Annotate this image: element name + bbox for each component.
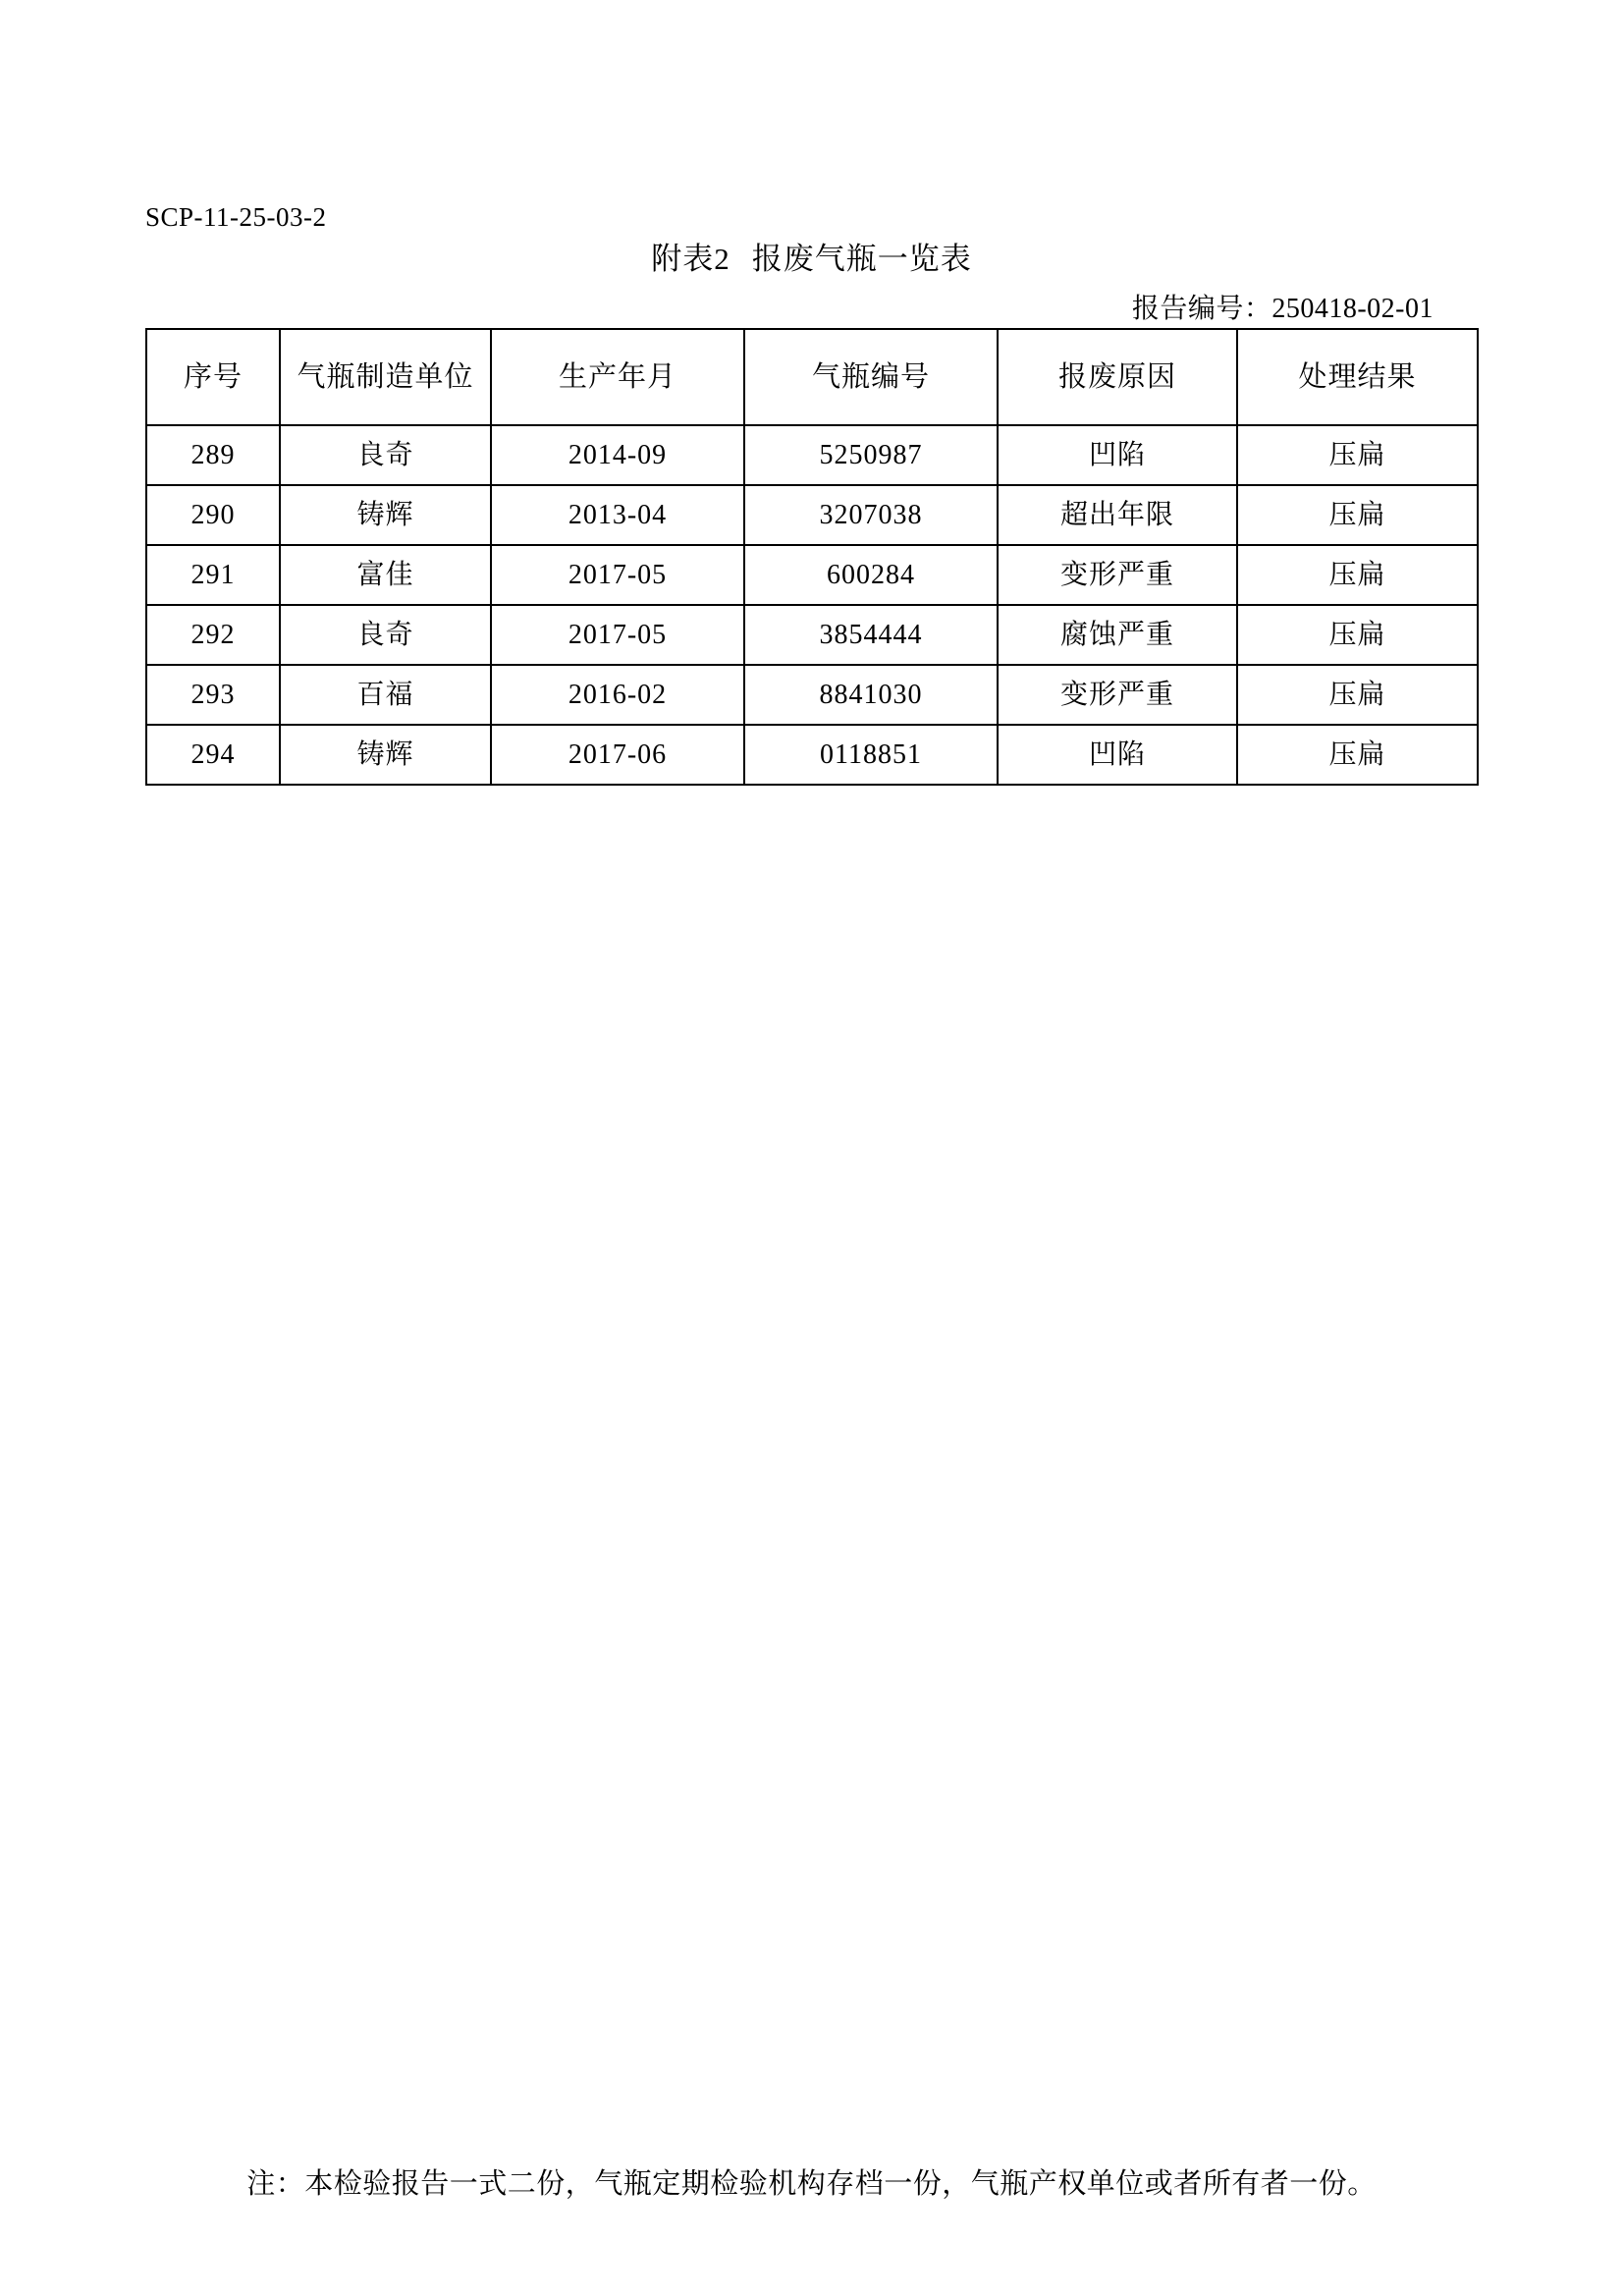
cell-seq: 290 (146, 485, 280, 545)
footer-note: 注：本检验报告一式二份，气瓶定期检验机构存档一份，气瓶产权单位或者所有者一份。 (246, 2168, 1377, 2200)
cell-cylinder-no: 3207038 (744, 485, 998, 545)
table-row (146, 425, 1478, 485)
table-header-row (146, 329, 1478, 425)
cell-manufacturer: 良奇 (280, 605, 491, 665)
cell-production-date: 2017-05 (491, 545, 744, 605)
cell-disposal-result: 压扁 (1237, 605, 1478, 665)
cell-cylinder-no: 3854444 (744, 605, 998, 665)
table-row (146, 545, 1478, 605)
column-header-scrap-reason: 报废原因 (998, 329, 1237, 425)
cell-manufacturer: 良奇 (280, 425, 491, 485)
cell-cylinder-no: 8841030 (744, 665, 998, 725)
cell-cylinder-no: 0118851 (744, 725, 998, 785)
cell-disposal-result: 压扁 (1237, 425, 1478, 485)
cell-manufacturer: 富佳 (280, 545, 491, 605)
cell-manufacturer: 铸辉 (280, 485, 491, 545)
cell-disposal-result: 压扁 (1237, 485, 1478, 545)
scrap-cylinder-table-wrapper (145, 328, 1477, 786)
cell-cylinder-no: 600284 (744, 545, 998, 605)
cell-production-date: 2014-09 (491, 425, 744, 485)
cell-production-date: 2016-02 (491, 665, 744, 725)
cell-scrap-reason: 凹陷 (998, 725, 1237, 785)
report-number-label: 报告编号： (1131, 294, 1272, 324)
column-header-seq: 序号 (146, 329, 280, 425)
title-prefix: 附表2 (651, 242, 730, 276)
table-row (146, 725, 1478, 785)
cell-manufacturer: 铸辉 (280, 725, 491, 785)
cell-disposal-result: 压扁 (1237, 665, 1478, 725)
table-body (146, 425, 1478, 785)
page-title (0, 234, 1623, 278)
cell-seq: 293 (146, 665, 280, 725)
document-code: SCP-11-25-03-2 (145, 202, 327, 232)
cell-disposal-result: 压扁 (1237, 725, 1478, 785)
cell-seq: 289 (146, 425, 280, 485)
cell-scrap-reason: 凹陷 (998, 425, 1237, 485)
scrap-cylinder-table (145, 328, 1479, 786)
column-header-disposal-result: 处理结果 (1237, 329, 1478, 425)
cell-disposal-result: 压扁 (1237, 545, 1478, 605)
table-row (146, 665, 1478, 725)
cell-scrap-reason: 变形严重 (998, 545, 1237, 605)
report-number-value: 250418-02-01 (1271, 294, 1434, 324)
column-header-manufacturer: 气瓶制造单位 (280, 329, 491, 425)
table-header (146, 329, 1478, 425)
cell-production-date: 2017-06 (491, 725, 744, 785)
cell-scrap-reason: 变形严重 (998, 665, 1237, 725)
cell-scrap-reason: 超出年限 (998, 485, 1237, 545)
cell-cylinder-no: 5250987 (744, 425, 998, 485)
cell-manufacturer: 百福 (280, 665, 491, 725)
cell-seq: 294 (146, 725, 280, 785)
cell-scrap-reason: 腐蚀严重 (998, 605, 1237, 665)
report-number (1132, 287, 1434, 326)
cell-production-date: 2017-05 (491, 605, 744, 665)
title-main: 报废气瓶一览表 (751, 242, 972, 276)
table-row (146, 485, 1478, 545)
column-header-production-date: 生产年月 (491, 329, 744, 425)
table-row (146, 605, 1478, 665)
cell-seq: 292 (146, 605, 280, 665)
cell-seq: 291 (146, 545, 280, 605)
column-header-cylinder-no: 气瓶编号 (744, 329, 998, 425)
cell-production-date: 2013-04 (491, 485, 744, 545)
